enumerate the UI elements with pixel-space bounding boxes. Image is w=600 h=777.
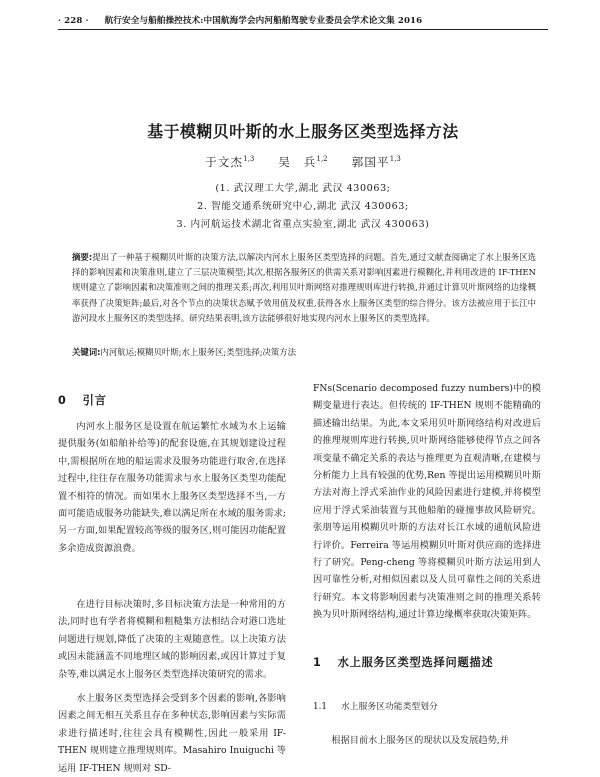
section-title: 水上服务区类型选择问题描述 [337,656,494,669]
body-paragraph: 在进行目标决策时,多目标决策方法是一种常用的方法,同时也有学者将模糊和粗糙集方法相结合对港口选址问题进行规划,降低了决策的主观随意性。以上决策方法或因未能涵盖不同地理区域的影响因素,或因计算过于复杂等,难以满足水上服务区类型选择决策研究的需求。 [58,599,286,680]
keywords [72,346,536,358]
author-name: 郭国平 [351,155,390,169]
body-paragraph: FNs(Scenario decomposed fuzzy numbers)中的模糊变量进行表达。但传统的 IF-THEN 规则不能精确的描述输出结果。为此,本文采用贝叶斯网络结构对改进后的推理规则库进行转换,贝叶斯网络能够使得节点之间各项变量不确定关系的表达与推理更为直观清晰,在建模与分析能力上具有较强的优势,Ren 等提出运用模糊贝叶斯方法对海上浮式采油作业的风险因素进行建模,并将模型应用于浮式采油装置与其他船舶的碰撞事故风险研究。张朋等运用模糊贝叶斯的方法对长江水域的通航风险进行评价。Ferreira 等运用模糊贝叶斯对供应商的选择进行了研究。Peng-cheng 等将模糊贝叶斯方法运用到人因可靠性分析,对相似因素以及人员可靠性之间的关系进行研究。本文将影响因素与决策准则之间的推理关系转换为贝叶斯网络结构,通过计算边缘概率获取决策矩阵。 [313,383,541,621]
abstract [72,250,536,326]
author-affiliation-marker: 1,2 [316,155,328,164]
author-name: 吴 兵 [278,155,317,169]
subsection-number: 1.1 [313,702,327,712]
section-heading-introduction [58,392,107,408]
abstract-label: 摘要: [72,252,93,262]
author-affiliation-marker: 1,3 [389,155,401,164]
affiliation-line: (1. 武汉理工大学,湖北 武汉 430063; [215,183,391,194]
header-rule [58,29,548,30]
journal-title: 航行安全与船舶操控技术:中国航海学会内河船舶驾驶专业委员会学术论文集 2016 [104,16,423,26]
page-number: · 228 · [58,16,89,26]
affiliation-line: 2. 智能交通系统研究中心,湖北 武汉 430063; [197,201,409,212]
body-paragraph: 根据目前水上服务区的现状以及发展趋势,并 [331,735,509,746]
running-head [58,14,548,26]
section-heading-problem [313,654,493,670]
section-title: 引言 [82,394,107,407]
body-paragraph: 水上服务区类型选择会受到多个因素的影响,各影响因素之间无相互关系且存在多种状态,影响因素与实际需求进行描述时,往往会具有模糊性,因此一般采用 IF-THEN 规则建立推理规则库。Masahiro Inuiguchi 等运用 IF-THEN 规则对 SD- [58,693,286,774]
paper-title: 基于模糊贝叶斯的水上服务区类型选择方法 [147,122,459,141]
author-name: 于文杰 [205,155,244,169]
keywords-label: 关键词: [72,347,101,357]
affiliation-line: 3. 内河航运技术湖北省重点实验室,湖北 武汉 430063) [176,219,430,230]
body-paragraph: 内河水上服务区是设置在航运繁忙水域为水上运输提供服务(如船舶补给等)的配套设施,在其规划建设过程中,需根据所在地的船运需求及服务功能进行取舍,在选择过程中,往往存在服务功能需求与水上服务区类型功能配置不相符的情况。而如果水上服务区类型选择不当,一方面可能造成服务功能缺失,难以满足所在水域的服务需求;另一方面,如果配置较高等级的服务区,则可能因功能配置多余造成资源浪费。 [58,421,286,554]
author-affiliation-marker: 1,3 [243,155,255,164]
subsection-title: 水上服务区功能类型划分 [341,702,438,712]
author-line [58,154,548,170]
subsection-heading [313,699,438,712]
section-number: 0 [58,394,67,407]
keywords-text: 内河航运;模糊贝叶斯;水上服务区;类型选择;决策方法 [100,347,297,357]
abstract-text: 提出了一种基于模糊贝叶斯的决策方法,以解决内河水上服务区类型选择的问题。首先,通过文献查阅确定了水上服务区选择的影响因素和决策准则,建立了三层决策模型;其次,根据各服务区的供需关系对影响因素进行模糊化,并利用改进的 IF-THEN 规则建立了影响因素和决策准则之间的推理关系;再次,利用贝叶斯网络对推理规则库进行转换,并通过计算贝叶斯网络的边缘概率获得了决策矩阵;最后,对各个节点的决策状态赋予效用值及权重,获得各水上服务区类型的综合得分。该方法被应用于长江中游河段水上服务区的类型选择。研究结果表明,该方法能够很好地实现内河水上服务区的类型选择。 [72,252,536,323]
section-number: 1 [313,656,322,669]
